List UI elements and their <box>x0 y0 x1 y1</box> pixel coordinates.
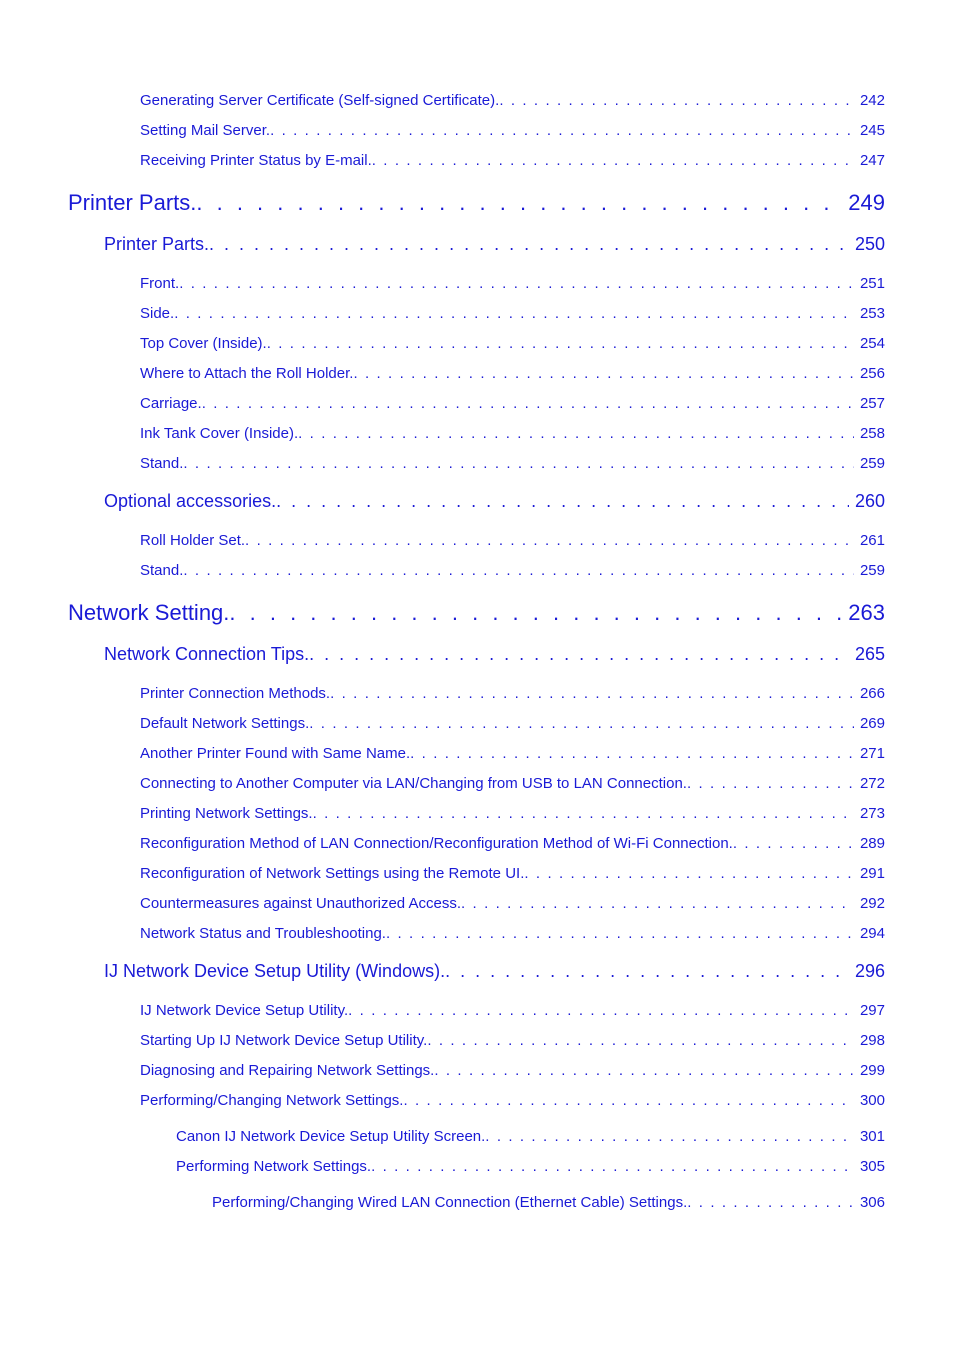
toc-entry[interactable] <box>140 835 885 852</box>
toc-entry-title: Roll Holder Set. <box>140 532 246 549</box>
toc-entry-title: Carriage. <box>140 395 202 412</box>
dot-leader <box>270 122 854 139</box>
dot-leader <box>309 715 854 732</box>
toc-entry-title: Receiving Printer Status by E-mail. <box>140 152 372 169</box>
toc-entry-title: Stand. <box>140 455 184 472</box>
toc-entry-page-number: 294 <box>859 925 885 942</box>
dot-leader <box>245 532 854 549</box>
dot-leader <box>276 491 849 512</box>
toc-entry-page-number: 251 <box>859 275 885 292</box>
toc-entry-page-number: 259 <box>859 562 885 579</box>
toc-entry-title: Where to Attach the Roll Holder. <box>140 365 354 382</box>
dot-leader <box>461 895 854 912</box>
toc-entry[interactable] <box>140 1002 885 1019</box>
toc-entry[interactable] <box>140 1092 885 1109</box>
toc-entry[interactable] <box>140 745 885 762</box>
dot-leader <box>485 1128 854 1145</box>
dot-leader <box>209 234 849 255</box>
dot-leader <box>403 1092 854 1109</box>
toc-entry-page-number: 259 <box>859 455 885 472</box>
toc-entry[interactable] <box>104 491 885 512</box>
dot-leader <box>330 685 854 702</box>
toc-entry[interactable] <box>212 1194 885 1211</box>
toc-entry-title: Ink Tank Cover (Inside). <box>140 425 299 442</box>
toc-entry[interactable] <box>104 961 885 982</box>
toc-entry[interactable] <box>140 275 885 292</box>
toc-entry-page-number: 256 <box>859 365 885 382</box>
toc-entry-title: Printing Network Settings. <box>140 805 313 822</box>
toc-entry-title: Network Connection Tips. <box>104 644 310 664</box>
toc-entry-title: Performing/Changing Network Settings. <box>140 1092 404 1109</box>
toc-entry[interactable] <box>140 1032 885 1049</box>
toc-entry[interactable] <box>140 865 885 882</box>
toc-entry[interactable] <box>140 425 885 442</box>
toc-entry[interactable] <box>140 1062 885 1079</box>
dot-leader <box>196 190 842 216</box>
toc-entry-page-number: 245 <box>859 122 885 139</box>
dot-leader <box>309 644 849 665</box>
toc-entry-page-number: 265 <box>854 644 885 664</box>
dot-leader <box>687 775 854 792</box>
dot-leader <box>386 925 854 942</box>
dot-leader <box>733 835 854 852</box>
dot-leader <box>427 1032 854 1049</box>
toc-entry-title: Generating Server Certificate (Self-signed Certificate). <box>140 92 500 109</box>
toc-entry-page-number: 306 <box>859 1194 885 1211</box>
toc-entry-title: Performing Network Settings. <box>176 1158 372 1175</box>
toc-entry-title: Optional accessories. <box>104 491 277 511</box>
toc-entry-page-number: 298 <box>859 1032 885 1049</box>
toc-entry[interactable] <box>140 532 885 549</box>
toc-entry-page-number: 271 <box>859 745 885 762</box>
toc-entry-page-number: 261 <box>859 532 885 549</box>
dot-leader <box>179 275 854 292</box>
toc-entry-page-number: 242 <box>859 92 885 109</box>
dot-leader <box>445 961 849 982</box>
toc-entry-page-number: 269 <box>859 715 885 732</box>
toc-entry-title: Canon IJ Network Device Setup Utility Screen. <box>176 1128 486 1145</box>
toc-entry[interactable] <box>140 335 885 352</box>
toc-entry-page-number: 305 <box>859 1158 885 1175</box>
toc-entry-title: Setting Mail Server. <box>140 122 271 139</box>
toc-entry[interactable] <box>140 455 885 472</box>
toc-entry-title: Side. <box>140 305 175 322</box>
toc-entry-title: Diagnosing and Repairing Network Settings. <box>140 1062 435 1079</box>
toc-entry-page-number: 273 <box>859 805 885 822</box>
toc-entry[interactable] <box>140 122 885 139</box>
dot-leader <box>410 745 854 762</box>
toc-entry-title: Connecting to Another Computer via LAN/Changing from USB to LAN Connection. <box>140 775 687 792</box>
toc-entry[interactable] <box>176 1128 885 1145</box>
toc-entry-page-number: 254 <box>859 335 885 352</box>
toc-entry[interactable] <box>176 1158 885 1175</box>
toc-entry[interactable] <box>104 644 885 665</box>
toc-entry-title: Default Network Settings. <box>140 715 310 732</box>
toc-entry-page-number: 266 <box>859 685 885 702</box>
toc-entry-page-number: 291 <box>859 865 885 882</box>
toc-entry-page-number: 297 <box>859 1002 885 1019</box>
dot-leader <box>174 305 854 322</box>
toc-entry-page-number: 257 <box>859 395 885 412</box>
dot-leader <box>687 1194 854 1211</box>
toc-entry-page-number: 301 <box>859 1128 885 1145</box>
toc-entry-page-number: 249 <box>848 190 885 215</box>
toc-entry-title: Starting Up IJ Network Device Setup Utility. <box>140 1032 428 1049</box>
dot-leader <box>202 395 854 412</box>
toc-entry-page-number: 300 <box>859 1092 885 1109</box>
toc-entry-title: Stand. <box>140 562 184 579</box>
toc-entry-title: Printer Connection Methods. <box>140 685 331 702</box>
toc-entry-page-number: 250 <box>854 234 885 254</box>
toc-entry-page-number: 260 <box>854 491 885 511</box>
toc-entry[interactable] <box>140 395 885 412</box>
toc-entry-page-number: 258 <box>859 425 885 442</box>
toc-entry[interactable] <box>140 805 885 822</box>
toc-entry-page-number: 292 <box>859 895 885 912</box>
toc-entry[interactable] <box>140 365 885 382</box>
toc-entry[interactable] <box>68 600 885 626</box>
toc-entry-title: Another Printer Found with Same Name. <box>140 745 411 762</box>
dot-leader <box>348 1002 854 1019</box>
toc-entry-title: Network Status and Troubleshooting. <box>140 925 386 942</box>
toc-entry-page-number: 263 <box>848 600 885 625</box>
toc-entry-title: Top Cover (Inside). <box>140 335 267 352</box>
dot-leader <box>499 92 854 109</box>
toc-entry-page-number: 299 <box>859 1062 885 1079</box>
dot-leader <box>313 805 854 822</box>
toc-entry-page-number: 247 <box>859 152 885 169</box>
toc-entry-page-number: 289 <box>859 835 885 852</box>
toc-entry[interactable] <box>140 152 885 169</box>
toc-entry-page-number: 272 <box>859 775 885 792</box>
toc-entry-title: IJ Network Device Setup Utility. <box>140 1002 349 1019</box>
toc-entry[interactable] <box>140 925 885 942</box>
toc-entry-title: Countermeasures against Unauthorized Access. <box>140 895 462 912</box>
toc-entry-title: Reconfiguration of Network Settings using the Remote UI. <box>140 865 525 882</box>
dot-leader <box>183 562 854 579</box>
toc-entry-page-number: 296 <box>854 961 885 981</box>
toc-entry[interactable] <box>140 92 885 109</box>
dot-leader <box>372 152 854 169</box>
toc-entry[interactable] <box>140 685 885 702</box>
dot-leader <box>434 1062 854 1079</box>
toc-entry-title: Network Setting. <box>68 600 230 625</box>
toc-entry[interactable] <box>140 305 885 322</box>
toc-entry[interactable] <box>68 190 885 216</box>
toc-entry-title: Reconfiguration Method of LAN Connection/Reconfiguration Method of Wi-Fi Connection. <box>140 835 733 852</box>
dot-leader <box>353 365 854 382</box>
toc-entry-page-number: 253 <box>859 305 885 322</box>
toc-entry[interactable] <box>140 775 885 792</box>
dot-leader <box>298 425 854 442</box>
toc-entry[interactable] <box>140 895 885 912</box>
toc-entry-title: Front. <box>140 275 180 292</box>
toc-entry[interactable] <box>104 234 885 255</box>
dot-leader <box>371 1158 854 1175</box>
dot-leader <box>267 335 854 352</box>
dot-leader <box>229 600 842 626</box>
dot-leader <box>183 455 854 472</box>
toc-entry-title: Printer Parts. <box>104 234 210 254</box>
dot-leader <box>524 865 854 882</box>
toc-entry[interactable] <box>140 562 885 579</box>
toc-entry-title: IJ Network Device Setup Utility (Windows). <box>104 961 446 981</box>
toc-entry[interactable] <box>140 715 885 732</box>
toc-entry-title: Printer Parts. <box>68 190 197 215</box>
toc-entry-title: Performing/Changing Wired LAN Connection (Ethernet Cable) Settings. <box>212 1194 688 1211</box>
